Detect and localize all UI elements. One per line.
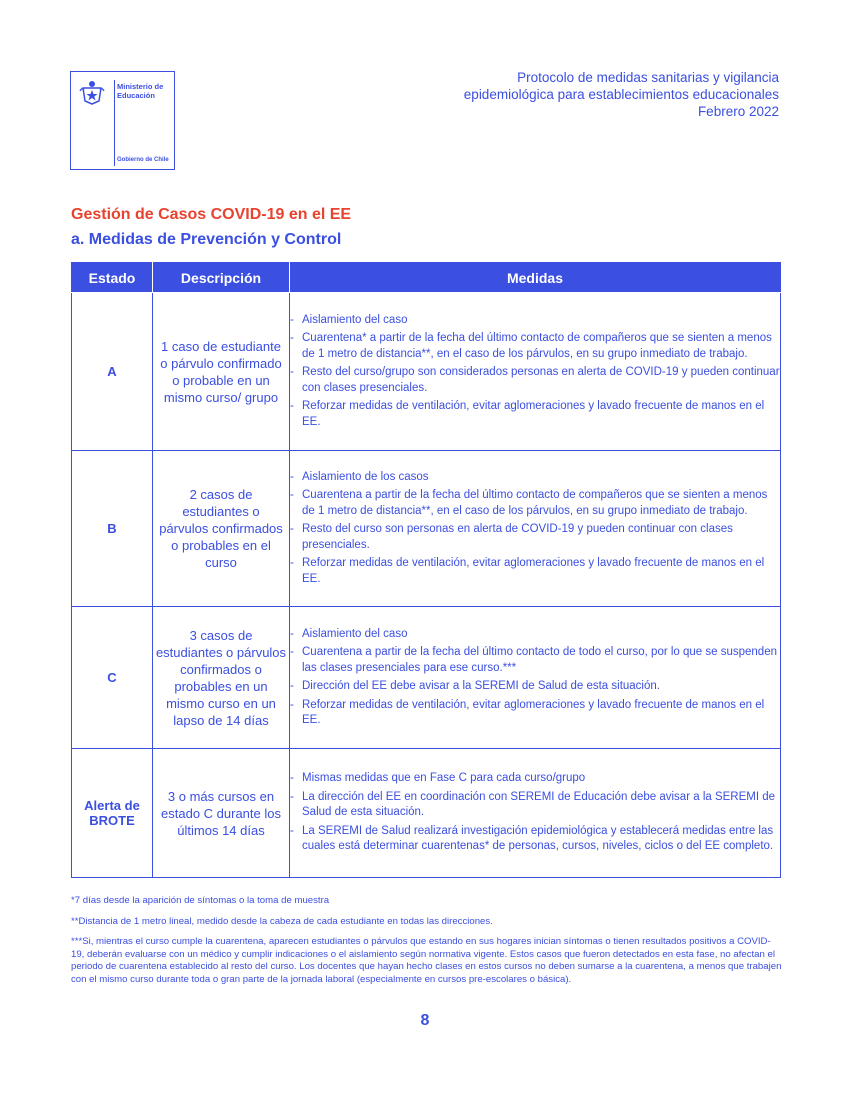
medida-item: - Cuarentena a partir de la fecha del último contacto de todo el curso, por lo que se suspenden las clases presenciales para ese curso.***: [290, 645, 780, 676]
estado-cell: A: [72, 293, 153, 451]
medida-item: - Aislamiento del caso: [290, 313, 780, 329]
ministry-logo: [70, 71, 175, 170]
medidas-cell: [290, 749, 781, 878]
header-descripcion: Descripción: [153, 263, 290, 293]
medida-item: - Resto del curso son personas en alerta de COVID-19 y pueden continuar con clases presenciales.: [290, 522, 780, 553]
header-line-1: Protocolo de medidas sanitarias y vigilancia: [517, 70, 779, 85]
section-title: Gestión de Casos COVID-19 en el EE: [71, 206, 352, 223]
header-date: Febrero 2022: [697, 104, 779, 119]
descripcion-text: 3 casos de estudiantes o párvulos confirmados o probables en un mismo curso en un lapso de 14 días: [155, 627, 287, 728]
document-header: [464, 69, 779, 120]
page-number: 8: [420, 1012, 430, 1029]
medida-item: - Cuarentena* a partir de la fecha del último contacto de compañeros que se sienten a menos de 1 metro de distancia**, en el caso de los párvulos, en su grupo inmediato de trabajo.: [290, 331, 780, 362]
descripcion-cell: [153, 451, 290, 607]
descripcion-cell: [153, 607, 290, 749]
table-header-row: [72, 263, 781, 293]
medida-item: - La dirección del EE en coordinación con SEREMI de Educación debe avisar a la SEREMI de Salud de esta situación.: [290, 790, 780, 821]
section-subtitle: a. Medidas de Prevención y Control: [71, 231, 342, 248]
descripcion-cell: [153, 293, 290, 451]
chile-coat-of-arms-icon: [79, 79, 105, 105]
descripcion-text: 1 caso de estudiante o párvulo confirmado o probable en un mismo curso/ grupo: [160, 338, 282, 405]
government-name: Gobierno de Chile: [117, 157, 169, 163]
footnote: ***Si, mientras el curso cumple la cuarentena, aparecen estudiantes o párvulos que estando en sus hogares inician síntomas o tienen resultados positivos a COVID-19, deberán evaluarse con un médico y cumplir indicaciones o el aislamiento según normativa vigente. Estos casos que fueron detectados en esta fase, no afectan el periodo de cuarentena establecido al resto del curso. Los docentes que hayan hecho clases en estos cursos no deben sumarse a la cuarentena, a menos que trabajen con el mismo curso durante toda o gran parte de la jornada laboral (especialmente en cursos pre-escolares o básica).: [71, 936, 782, 985]
footnote: *7 días desde la aparición de síntomas o la toma de muestra: [71, 895, 330, 906]
medidas-cell: [290, 607, 781, 749]
medida-item: - Cuarentena a partir de la fecha del último contacto de compañeros que se sienten a menos de 1 metro de distancia**, en el caso de los párvulos, en su grupo inmediato de trabajo.: [290, 488, 780, 519]
header-estado: Estado: [72, 263, 153, 293]
measures-table: [71, 262, 781, 878]
medida-item: - Resto del curso/grupo son considerados personas en alerta de COVID-19 y pueden continuar con clases presenciales.: [290, 365, 780, 396]
medida-item: - Dirección del EE debe avisar a la SEREMI de Salud de esta situación.: [290, 679, 780, 695]
medida-item: - Aislamiento del caso: [290, 627, 780, 643]
medida-item: - La SEREMI de Salud realizará investigación epidemiológica y establecerá medidas entre las cuales está determinar cuarentenas* de personas, cursos, niveles, ciclos o del EE completo.: [290, 824, 780, 855]
estado-cell: Alerta de BROTE: [72, 749, 153, 878]
medida-item: - Reforzar medidas de ventilación, evitar aglomeraciones y lavado frecuente de manos en el EE.: [290, 556, 780, 587]
descripcion-text: 3 o más cursos en estado C durante los últimos 14 días: [161, 788, 281, 838]
medidas-cell: [290, 451, 781, 607]
medida-item: - Reforzar medidas de ventilación, evitar aglomeraciones y lavado frecuente de manos en el EE.: [290, 399, 780, 430]
medida-item: - Mismas medidas que en Fase C para cada curso/grupo: [290, 771, 780, 787]
medida-item: - Reforzar medidas de ventilación, evitar aglomeraciones y lavado frecuente de manos en el EE.: [290, 698, 780, 729]
medidas-cell: [290, 293, 781, 451]
table-row: [72, 749, 781, 878]
table-row: [72, 451, 781, 607]
footnotes: [71, 895, 783, 994]
logo-divider: [114, 80, 115, 166]
ministry-name: Ministerio de Educación: [117, 82, 164, 100]
descripcion-text: 2 casos de estudiantes o párvulos confirmados o probables en el curso: [159, 487, 283, 570]
medida-item: - Aislamiento de los casos: [290, 470, 780, 486]
table-row: [72, 293, 781, 451]
table-row: [72, 607, 781, 749]
estado-cell: B: [72, 451, 153, 607]
header-medidas: Medidas: [290, 263, 781, 293]
estado-cell: C: [72, 607, 153, 749]
descripcion-cell: [153, 749, 290, 878]
header-line-2: epidemiológica para establecimientos educacionales: [463, 87, 779, 102]
footnote: **Distancia de 1 metro lineal, medido desde la cabeza de cada estudiante en todas las direcciones.: [71, 915, 493, 927]
